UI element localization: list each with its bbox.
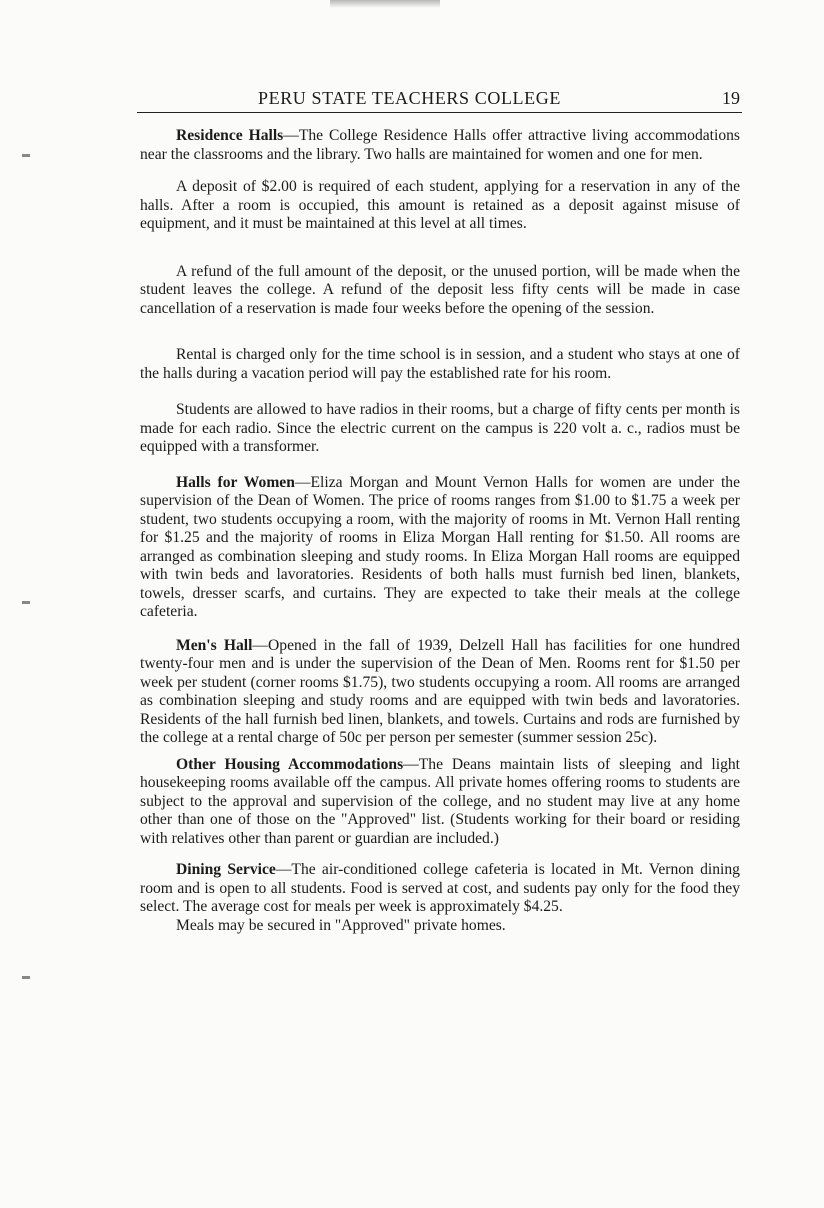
- paragraph-halls-for-women: [140, 474, 740, 622]
- scan-mark: [22, 154, 30, 157]
- paragraph-radios: [140, 401, 740, 457]
- paragraph-mens-hall: [140, 637, 740, 748]
- paragraph-text: Students are allowed to have radios in their rooms, but a charge of fifty cents per month is made for each radio. Since the electric current on the campus is 220 volt a. c., radios must be equipped with a transformer.: [140, 401, 740, 455]
- paragraph-text: —The Deans maintain lists of sleeping and light housekeeping rooms available off the campus. All private homes offering rooms to students are subject to the approval and supervision of the college, and no student may live at any home other than one of those on the "Approved" list. (Students working for their board or residing with relatives other than parent or guardian are included.): [140, 755, 741, 847]
- scan-mark: [22, 976, 30, 979]
- paragraph-text: —Opened in the fall of 1939, Delzell Hall has facilities for one hundred twenty-four men and is under the supervision of the Dean of Men. Rooms rent for $1.50 per week per student (corner rooms $1.75), two students occupying a room. All rooms are arranged as combination sleeping and study rooms and are equipped with twin beds and lavoratories. Residents of the hall furnish bed linen, blankets, and towels. Curtains and rods are furnished by the college at a rental charge of 50c per person per semester (summer session 25c).: [140, 636, 741, 746]
- scan-mark: [22, 601, 30, 604]
- page-number: 19: [722, 88, 740, 108]
- paragraph-rental: [140, 346, 740, 383]
- paragraph-heading: Residence Halls: [176, 127, 284, 144]
- paragraph-deposit: [140, 178, 740, 234]
- paragraph-text: A refund of the full amount of the deposit, or the unused portion, will be made when the student leaves the college. A refund of the deposit less fifty cents will be made in case cancellation of a reservation is made four weeks before the opening of the session.: [140, 262, 740, 317]
- paragraph-text: Meals may be secured in "Approved" private homes.: [176, 916, 506, 934]
- scan-smudge: [330, 0, 440, 8]
- paragraph-heading: Other Housing Accommodations: [176, 755, 404, 773]
- paragraph-heading: Men's Hall: [176, 636, 253, 654]
- paragraph-text: A deposit of $2.00 is required of each student, applying for a reservation in any of the halls. After a room is occupied, this amount is retained as a deposit against misuse of equipment, and it must be maintained at this level at all times.: [140, 178, 740, 232]
- paragraph-dining-service: [140, 861, 740, 917]
- paragraph-heading: Dining Service: [176, 861, 276, 878]
- paragraph-text: Rental is charged only for the time school is in session, and a student who stays at one of the halls during a vacation period will pay the established rate for his room.: [140, 346, 740, 382]
- paragraph-text: —The air-conditioned college cafeteria is located in Mt. Vernon dining room and is open to all students. Food is served at cost, and sudents pay only for the food they select. The average cost for meals per week is approximately $4.25.: [140, 861, 740, 915]
- page-body: [140, 127, 740, 935]
- running-title: PERU STATE TEACHERS COLLEGE: [258, 88, 561, 108]
- paragraph-heading: Halls for Women: [176, 473, 295, 491]
- paragraph-text: —Eliza Morgan and Mount Vernon Halls for women are under the supervision of the Dean of Women. The price of rooms ranges from $1.00 to $1.75 a week per student, two students occupying a room, with the majority of rooms in Mt. Vernon Hall renting for $1.25 and the majority of rooms in Eliza Morgan Hall renting for $1.50. All rooms are arranged as combination sleeping and study rooms. In Eliza Morgan Hall rooms are equipped with twin beds and lavoratories. Residents of both halls must furnish bed linen, blankets, towels, dresser scarfs, and curtains. They are expected to take their meals at the college cafeteria.: [140, 473, 740, 620]
- paragraph-text: —The College Residence Halls offer attractive living accommodations near the classrooms and the library. Two halls are maintained for women and one for men.: [140, 127, 740, 163]
- paragraph-other-housing: [140, 756, 740, 849]
- paragraph-residence-halls: [140, 127, 740, 164]
- paragraph-refund: [140, 263, 740, 319]
- paragraph-meals: [140, 917, 740, 936]
- page-header: [137, 86, 742, 113]
